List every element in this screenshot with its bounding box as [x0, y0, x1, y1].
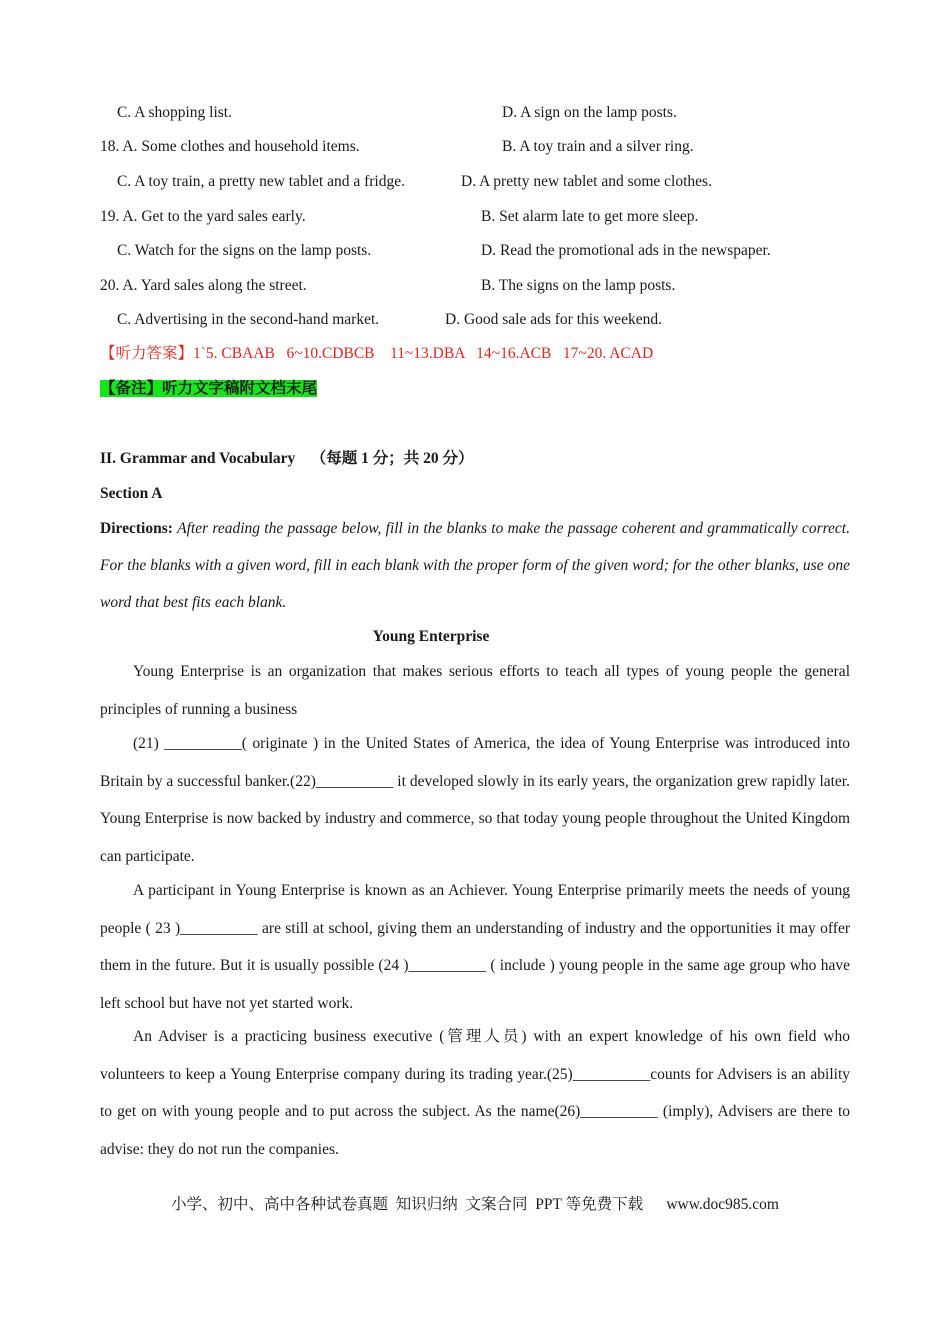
note-highlight: 【备注】听力文字稿附文档末尾	[100, 380, 318, 397]
section-heading	[100, 449, 473, 469]
q19-option-b: B. Set alarm late to get more sleep.	[481, 208, 699, 225]
q18-option-d: D. A pretty new tablet and some clothes.	[461, 173, 712, 190]
q18-option-a: 18. A. Some clothes and household items.	[100, 138, 360, 155]
q20-option-d: D. Good sale ads for this weekend.	[445, 311, 662, 328]
q19-option-d: D. Read the promotional ads in the newspaper.	[481, 242, 771, 259]
note-line	[100, 379, 317, 399]
q17-option-d: D. A sign on the lamp posts.	[502, 104, 677, 121]
q17-option-c: C. A shopping list.	[117, 104, 232, 121]
q18-option-b: B. A toy train and a silver ring.	[502, 138, 694, 155]
section-heading-cn: （每题 1 分；共 20 分）	[310, 450, 474, 467]
section-label: Section A	[100, 485, 163, 502]
directions-label: Directions:	[100, 520, 173, 537]
page-footer: 小学、初中、高中各种试卷真题 知识归纳 文案合同 PPT 等免费下载 www.doc985.com	[171, 1196, 779, 1213]
directions-text: After reading the passage below, fill in the blanks to make the passage coherent and grammatically correct. For the blanks with a given word, fill in each blank with the proper form of the given word; for the other blanks, use one word that best fits each blank.	[100, 520, 850, 611]
section-heading-en: II. Grammar and Vocabulary	[100, 450, 296, 467]
passage-paragraph-4: An Adviser is a practicing business executive (管理人员) with an expert knowledge of his own field who volunteers to keep a Young Enterprise company during its trading year.(25)__________counts for Advisers is an ability to get on with young people and to put across the subject. As the name(26)__________ (imply), Advisers are there to advise: they do not run the companies.	[100, 1028, 850, 1158]
passage-paragraph-2: (21) __________( originate ) in the United States of America, the idea of Young Enterprise was introduced into Britain by a successful banker.(22)__________ it developed slowly in its early years, the organization grew rapidly later. Young Enterprise is now backed by industry and commerce, so that today young people throughout the United Kingdom can participate.	[100, 735, 850, 865]
q18-option-c: C. A toy train, a pretty new tablet and a fridge.	[117, 173, 405, 190]
passage-paragraph-3: A participant in Young Enterprise is known as an Achiever. Young Enterprise primarily meets the needs of young people ( 23 )__________ are still at school, giving them an understanding of industry and the opportunities it may offer them in the future. But it is usually possible (24 )__________ ( include ) young people in the same age group who have left school but have not yet started work.	[100, 882, 850, 1012]
q20-option-b: B. The signs on the lamp posts.	[481, 277, 676, 294]
listening-answers: 【听力答案】1`5. CBAAB 6~10.CDBCB 11~13.DBA 14~16.ACB 17~20. ACAD	[100, 345, 654, 362]
passage-title: Young Enterprise	[372, 628, 490, 645]
q19-option-c: C. Watch for the signs on the lamp posts.	[117, 242, 372, 259]
directions	[100, 510, 850, 621]
q20-option-a: 20. A. Yard sales along the street.	[100, 277, 307, 294]
q20-option-c: C. Advertising in the second-hand market.	[117, 311, 380, 328]
passage-paragraph-1: Young Enterprise is an organization that makes serious efforts to teach all types of young people the general principles of running a business	[100, 663, 850, 718]
q19-option-a: 19. A. Get to the yard sales early.	[100, 208, 306, 225]
